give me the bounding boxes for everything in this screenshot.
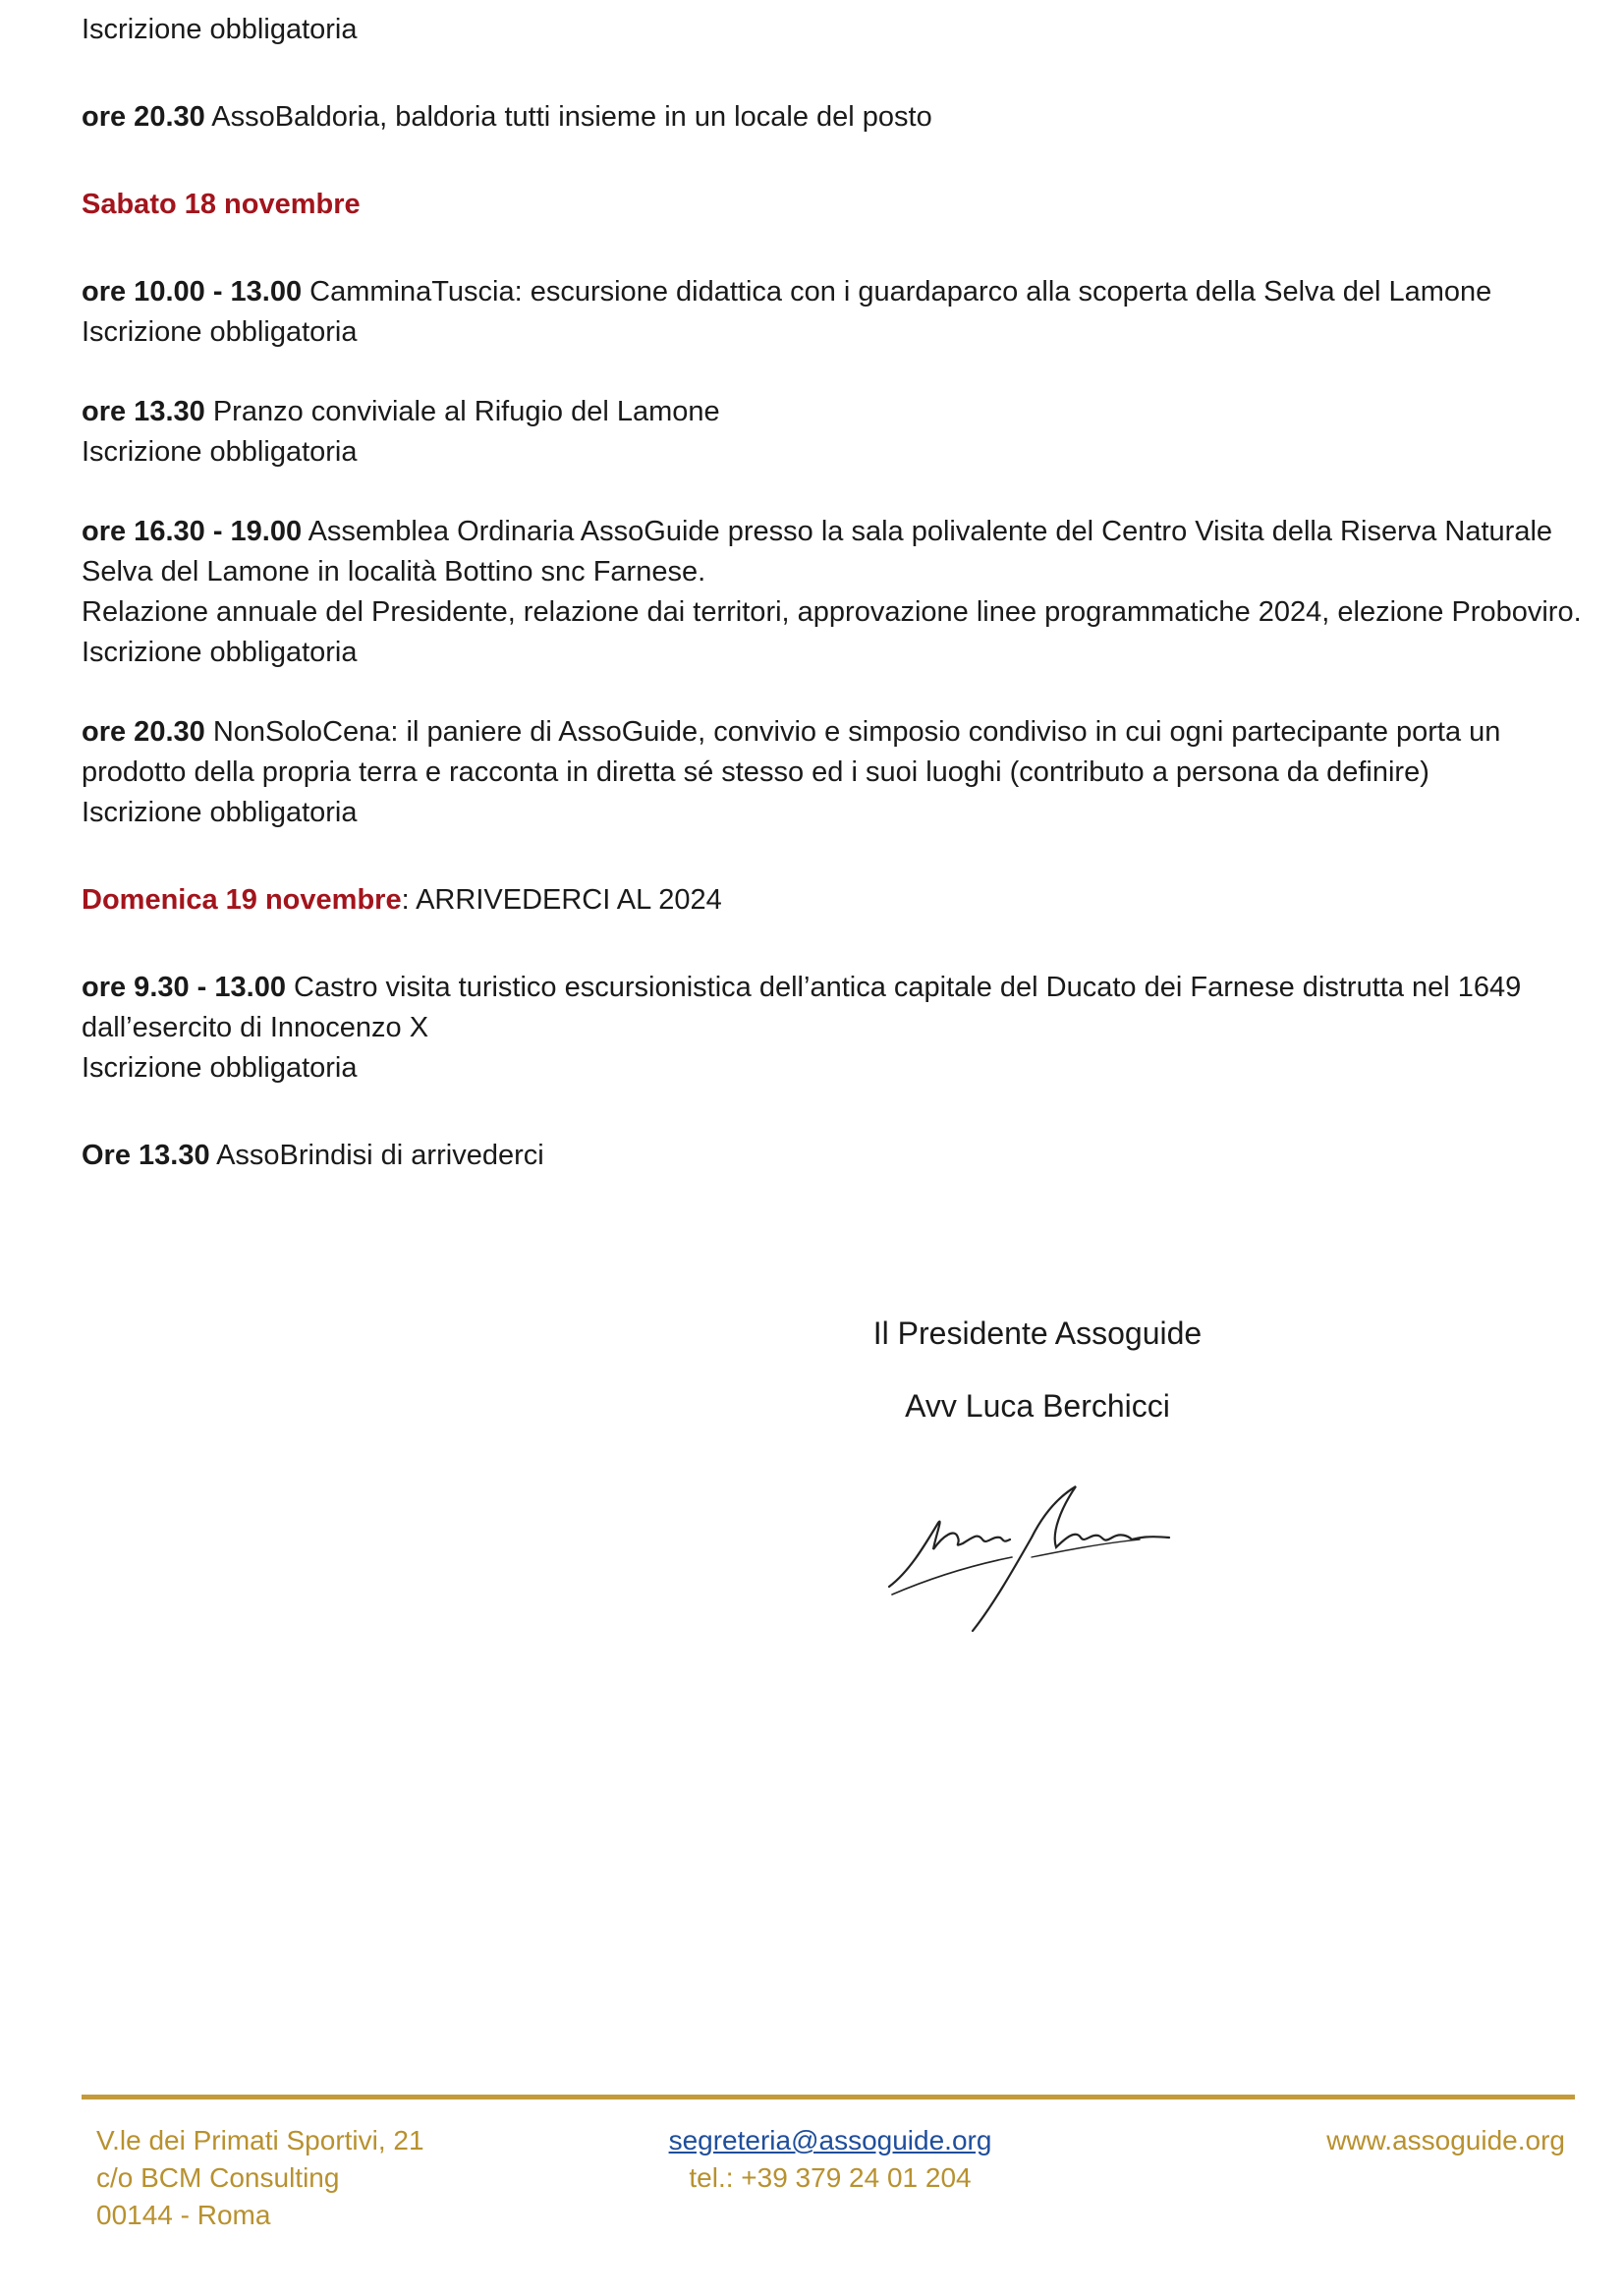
handwritten-signature xyxy=(884,1479,1208,1636)
event-time: ore 9.30 - 13.00 xyxy=(82,972,286,1003)
event-text: Castro visita turistico escursionistica dell’antica capitale del Ducato dei Farnese distrutta nel 1649 dall’esercito di Innocenzo X xyxy=(82,972,1522,1043)
event-asso-baldoria xyxy=(82,97,1585,138)
event-text: NonSoloCena: il paniere di AssoGuide, convivio e simposio condiviso in cui ogni partecipante porta un prodotto della propria terra e racconta in diretta sé stesso ed i suoi luoghi (contributo a persona da definire) xyxy=(82,716,1501,788)
signature-block xyxy=(861,1312,1214,1427)
footer-divider xyxy=(82,2095,1575,2099)
registration-note: Iscrizione obbligatoria xyxy=(82,1052,358,1084)
event-pranzo xyxy=(82,392,1585,432)
footer-website[interactable]: www.assoguide.org xyxy=(1326,2125,1565,2155)
event-time: ore 20.30 xyxy=(82,101,205,133)
saturday-heading: Sabato 18 novembre xyxy=(82,189,361,220)
footer-contacts xyxy=(668,2122,992,2197)
registration-note: Iscrizione obbligatoria xyxy=(82,14,358,45)
event-text: AssoBaldoria, baldoria tutti insieme in un locale del posto xyxy=(204,101,932,133)
event-text: Pranzo conviviale al Rifugio del Lamone xyxy=(204,396,720,427)
event-time: ore 13.30 xyxy=(82,396,205,427)
sunday-heading-line xyxy=(82,880,1585,921)
signatory-title: Il Presidente Assoguide xyxy=(872,1315,1203,1351)
email-link[interactable]: segreteria@assoguide.org xyxy=(668,2125,992,2155)
event-assemblea xyxy=(82,512,1585,592)
event-assemblea-details: Relazione annuale del Presidente, relazione dai territori, approvazione linee programmatiche 2024, elezione Proboviro. xyxy=(82,596,1582,628)
sunday-heading: Domenica 19 novembre xyxy=(82,884,402,916)
registration-note: Iscrizione obbligatoria xyxy=(82,797,358,828)
address-line: V.le dei Primati Sportivi, 21 xyxy=(96,2125,424,2155)
registration-note: Iscrizione obbligatoria xyxy=(82,436,358,468)
event-non-solo-cena xyxy=(82,712,1585,793)
phone-number: tel.: +39 379 24 01 204 xyxy=(689,2162,972,2193)
event-time: ore 16.30 - 19.00 xyxy=(82,516,303,547)
event-text: CamminaTuscia: escursione didattica con i guardaparco alla scoperta della Selva del Lamone xyxy=(302,276,1492,308)
event-text: Assemblea Ordinaria AssoGuide presso la sala polivalente del Centro Visita della Riserva Naturale Selva del Lamone in località Bottino snc Farnese. xyxy=(82,516,1553,588)
registration-note: Iscrizione obbligatoria xyxy=(82,637,358,668)
footer-address xyxy=(96,2122,424,2234)
event-castro xyxy=(82,968,1585,1048)
event-text: AssoBrindisi di arrivederci xyxy=(209,1140,544,1171)
event-time: Ore 13.30 xyxy=(82,1140,210,1171)
event-cammina-tuscia xyxy=(82,272,1585,312)
event-asso-brindisi xyxy=(82,1136,1585,1176)
event-time: ore 20.30 xyxy=(82,716,205,748)
program-body xyxy=(82,10,1585,1176)
address-line: c/o BCM Consulting xyxy=(96,2162,340,2193)
event-time: ore 10.00 - 13.00 xyxy=(82,276,303,308)
signatory-name: Avv Luca Berchicci xyxy=(905,1388,1170,1424)
sunday-heading-suffix: : ARRIVEDERCI AL 2024 xyxy=(401,884,722,916)
address-line: 00144 - Roma xyxy=(96,2200,271,2230)
registration-note: Iscrizione obbligatoria xyxy=(82,316,358,348)
